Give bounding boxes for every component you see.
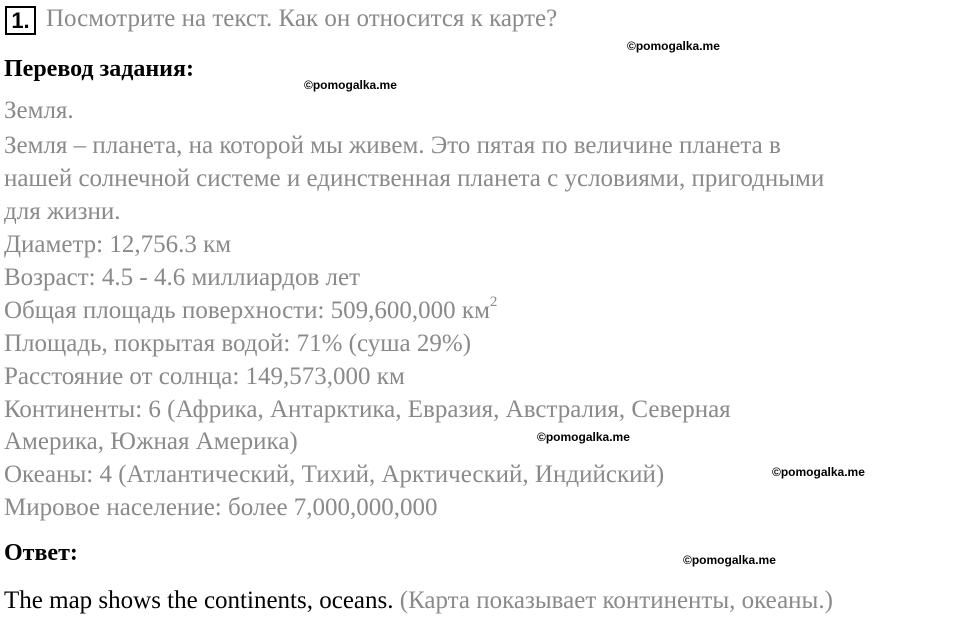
continents-line: Континенты: 6 (Африка, Антарктика, Евразия, Австралия, Северная xyxy=(4,396,731,423)
water-area-line: Площадь, покрытая водой: 71% (суша 29%) xyxy=(4,330,472,357)
watermark: ©pomogalka.me xyxy=(537,430,630,444)
watermark: ©pomogalka.me xyxy=(683,553,776,567)
task-text: Посмотрите на текст. Как он относится к карте? xyxy=(46,5,558,32)
text-line: для жизни. xyxy=(4,198,121,225)
task-number-box: 1. xyxy=(5,6,36,35)
answer-heading: Ответ: xyxy=(4,540,78,566)
continents-line-cont: Америка, Южная Америка) xyxy=(4,428,298,455)
surface-area-text: Общая площадь поверхности: 509,600,000 км xyxy=(4,297,490,324)
superscript: 2 xyxy=(489,293,498,310)
text-line-title: Земля. xyxy=(4,97,74,124)
oceans-line: Океаны: 4 (Атлантический, Тихий, Арктический, Индийский) xyxy=(4,461,665,488)
text-line: Земля – планета, на которой мы живем. Это пятая по величине планета в xyxy=(4,132,781,159)
watermark: ©pomogalka.me xyxy=(627,39,720,53)
translation-heading: Перевод задания: xyxy=(4,56,194,82)
diameter-line: Диаметр: 12,756.3 км xyxy=(4,231,232,258)
answer-russian: (Карта показывает континенты, океаны.) xyxy=(399,587,833,614)
watermark: ©pomogalka.me xyxy=(304,78,397,92)
watermark: ©pomogalka.me xyxy=(772,465,865,479)
sun-distance-line: Расстояние от солнца: 149,573,000 км xyxy=(4,363,405,390)
answer-line xyxy=(4,586,833,616)
surface-area-line xyxy=(4,293,498,326)
population-line: Мировое население: более 7,000,000,000 xyxy=(4,494,438,521)
age-line: Возраст: 4.5 - 4.6 миллиардов лет xyxy=(4,264,361,291)
text-line: нашей солнечной системе и единственная планета с условиями, пригодными xyxy=(4,165,825,192)
answer-english: The map shows the continents, oceans. xyxy=(4,587,394,614)
